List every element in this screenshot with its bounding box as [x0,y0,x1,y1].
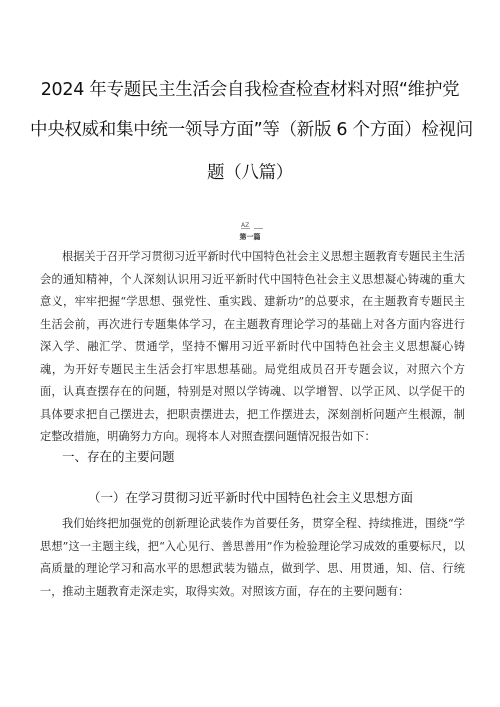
document-title-line-2: 中央权威和集中统一领导方面”等（新版 6 个方面）检视问 [30,120,473,140]
document-title-line-1: 2024 年专题民主生活会自我检查检查材料对照“维护党 [40,80,460,100]
section-heading: 一、存在的主要问题 [62,449,175,464]
svg-text:AZ: AZ [241,222,250,229]
intro-paragraph: 根据关于召开学习贯彻习近平新时代中国特色社会主义思想主题教育专题民主生活会的通知精神，个人深刻认识用习近平新时代中国特色社会主义思想凝心铸魂的重大意义，牢牢把握“学思想、强党性、重实践、建新功”的总要求，在主题教育专题民主生活会前，再次进行专题集体学习，在主题教育理论学习的基础上对各方面内容进行深入学、融汇学、贯通学，坚持不懈用习近平新时代中国特色社会主义思想凝心铸魂，为开好专题民主生活会打牢思想基础。局党组成员召开专题会议，对照六个方面，认真查摆存在的问题，特别是对照以学铸魂、以学增智、以学正风、以学促干的具体要求把自己摆进去，把职责摆进去，把工作摆进去，深刻剖析问题产生根源，制定整改措施，明确努力方向。现将本人对照查摆问题情况报告如下： [40,250,465,443]
body-paragraph: 我们始终把加强党的创新理论武装作为首要任务，贯穿全程、持续推进，围绕“学思想”这一主题主线，把“入心见行、善思善用”作为检验理论学习成效的重要标尺，以高质量的理论学习和高水平的思想武装为锚点，做到学、思、用贯通，知、信、行统一，推动主题教育走深走实，取得实效。对照该方面，存在的主要问题有： [40,517,465,598]
section-label: 第一篇 [239,232,261,241]
document-title-line-3: 题（八篇） [207,163,293,183]
subsection-heading: （一）在学习贯彻习近平新时代中国特色社会主义思想方面 [88,490,414,505]
small-emblem-icon [240,220,264,230]
